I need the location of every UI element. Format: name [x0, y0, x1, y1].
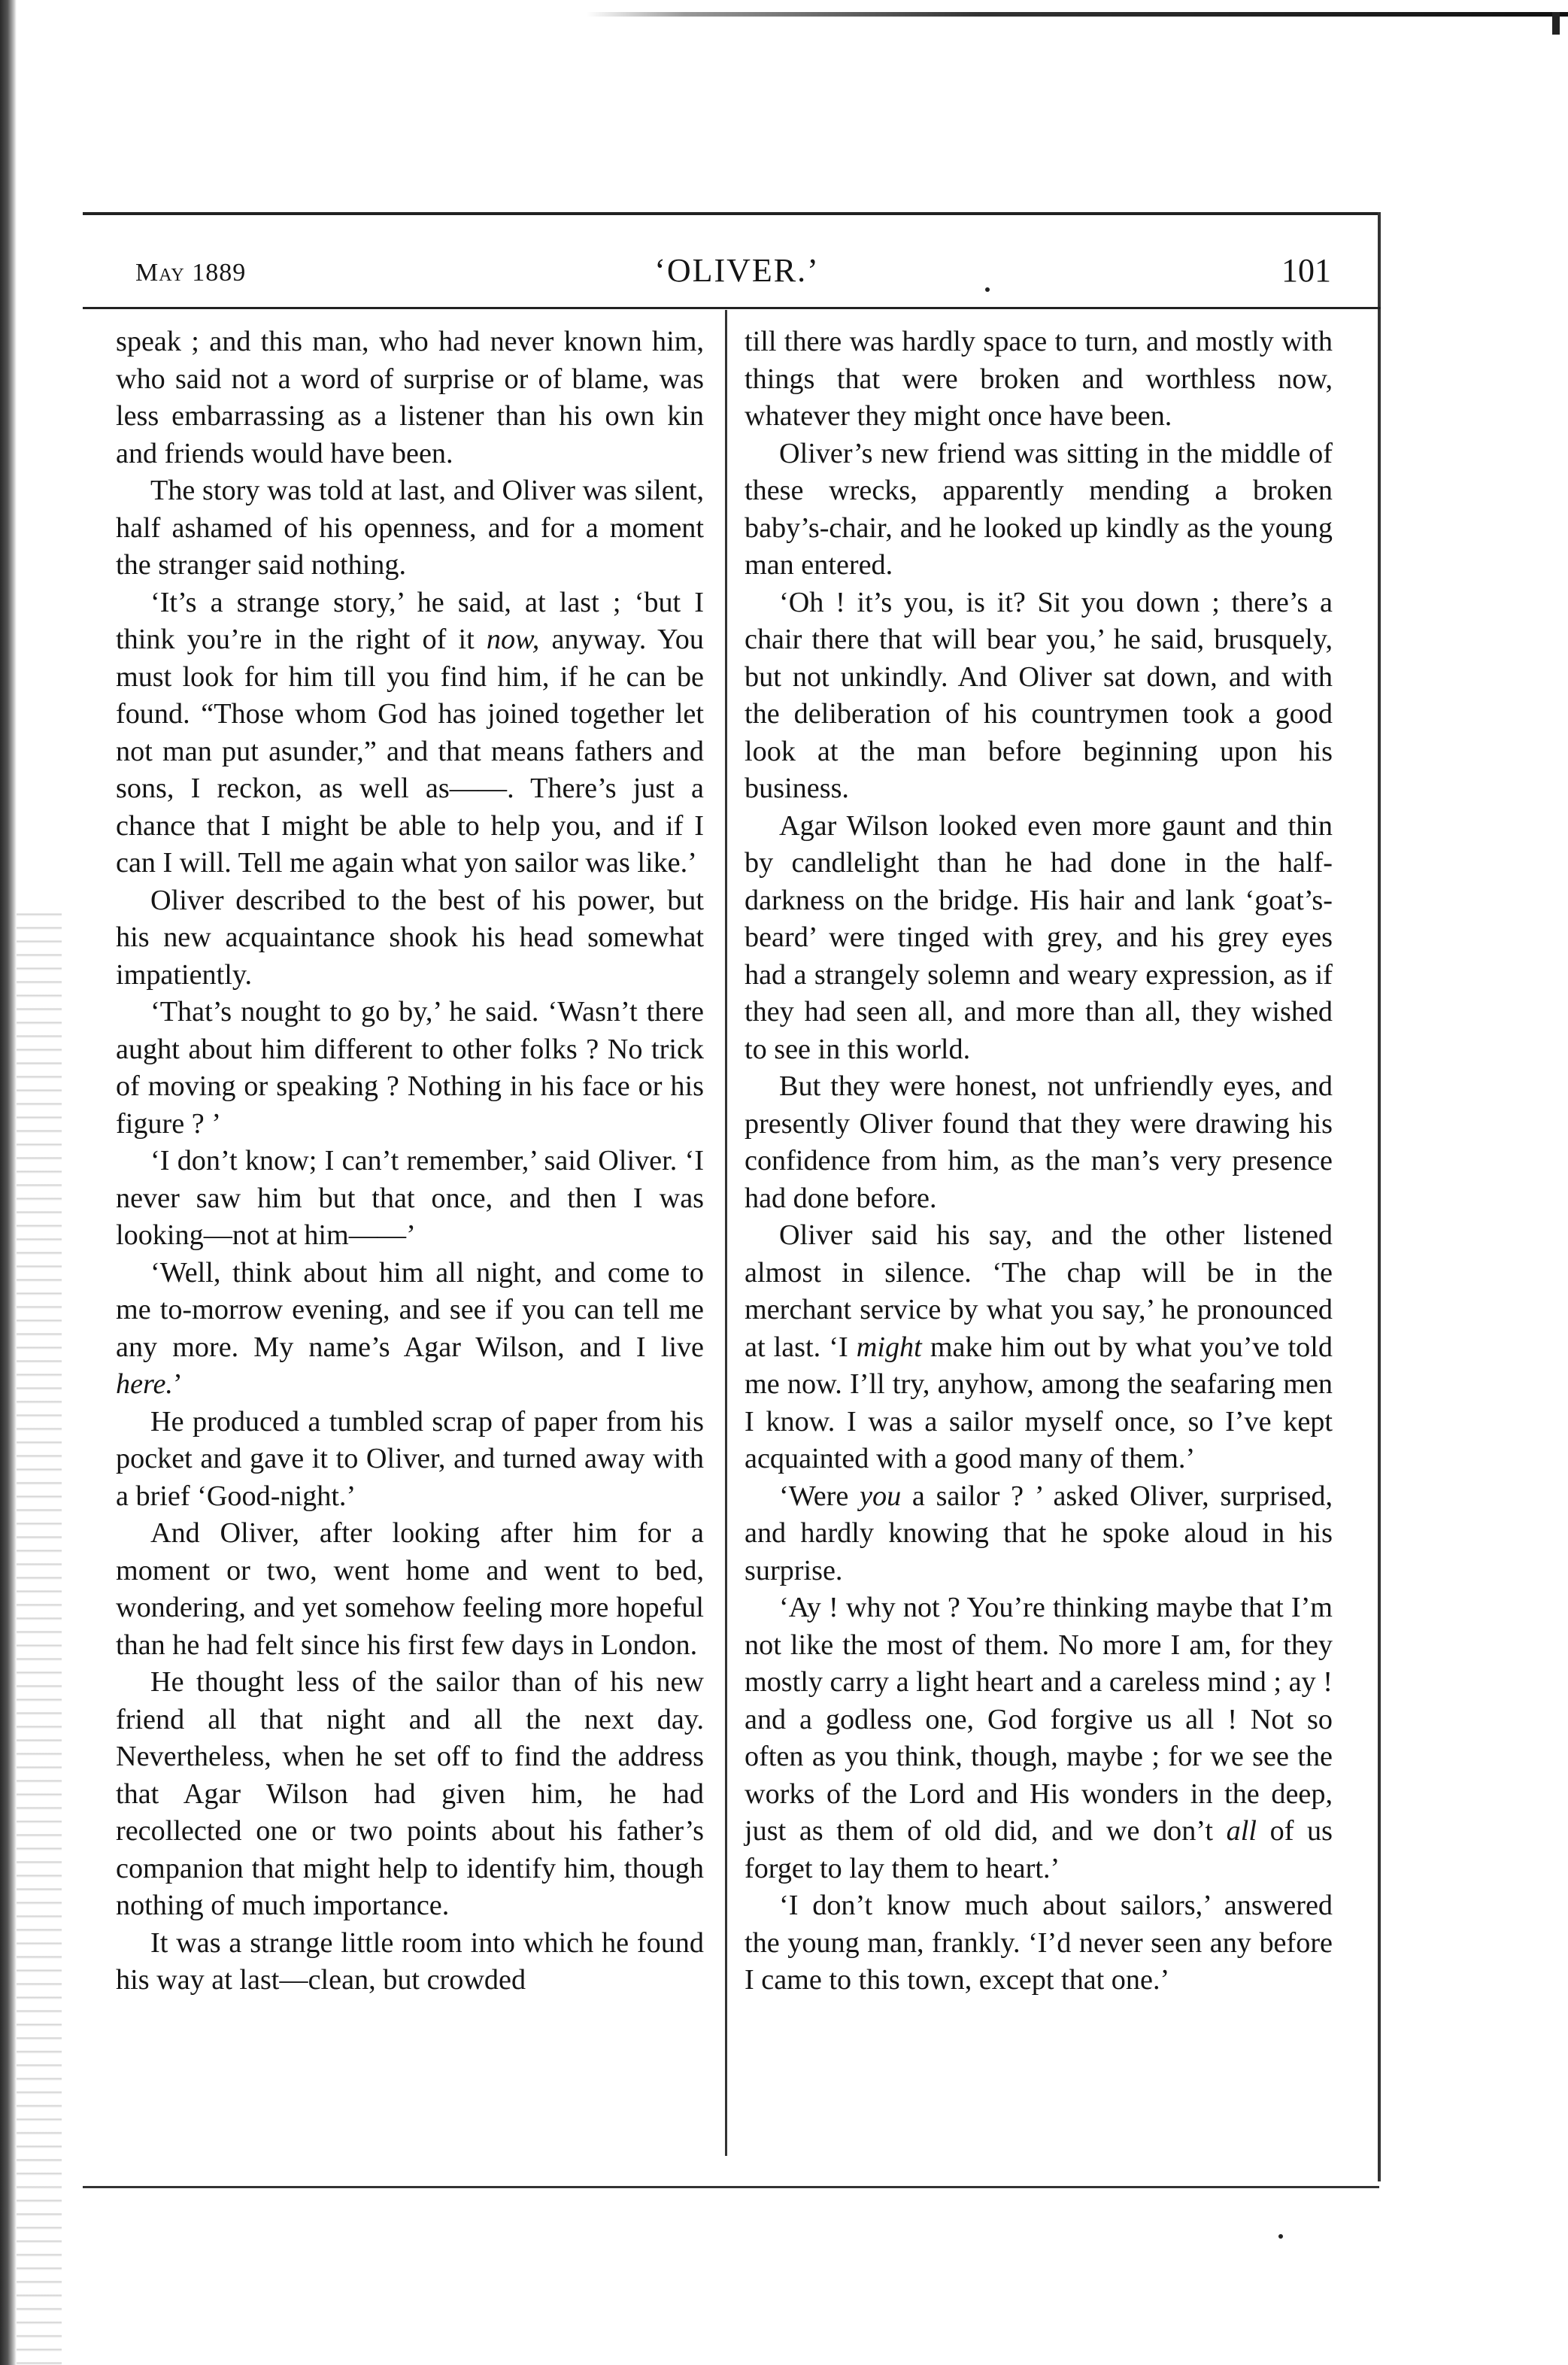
- scan-top-rule: [587, 12, 1568, 17]
- paragraph: speak ; and this man, who had never known him, who said not a word of surprise or of blame, was less embarrassing as a listener than his own kin and friends would have been.: [116, 326, 704, 469]
- paragraph: Oliver said his say, and the other listened almost in silence. ‘The chap will be in the merchant service by what you say,’ he pronounced at last. ‘I might make him out by what you’ve told me now. I’ll try, anyhow, among the seafaring men I know. I was a sailor myself once, so I’ve kept acquainted with a good many of them.’: [745, 1219, 1333, 1474]
- paragraph: ‘That’s nought to go by,’ he said. ‘Wasn’t there aught about him different to other folks ? No trick of moving or speaking ? Nothing in his face or his figure ? ’: [116, 996, 704, 1140]
- paragraph: And Oliver, after looking after him for a moment or two, went home and went to bed, wondering, and yet somehow feeling more hopeful than he had felt since his first few days in London.: [116, 1517, 704, 1661]
- scan-edge-noise: [17, 903, 62, 2365]
- paragraph: Oliver’s new friend was sitting in the middle of these wrecks, apparently mending a broken baby’s-chair, and he looked up kindly as the young man entered.: [745, 437, 1333, 581]
- page-number: 101: [1281, 252, 1331, 289]
- paragraph: ‘I don’t know much about sailors,’ answered the young man, frankly. ‘I’d never seen any before I came to this town, except that one.’: [745, 1890, 1333, 1996]
- paragraph: ‘Oh ! it’s you, is it? Sit you down ; there’s a chair there that will bear you,’ he said, brusquely, but not unkindly. And Oliver sat down, and with the deliberation of his countrymen took a good look at the man before beginning upon his business.: [745, 586, 1333, 804]
- paragraph: He produced a tumbled scrap of paper from his pocket and gave it to Oliver, and turned away with a brief ‘Good-night.’: [116, 1405, 704, 1512]
- paragraph: till there was hardly space to turn, and mostly with things that were broken and worthless now, whatever they might once have been.: [745, 326, 1333, 432]
- page-frame-right-rule: [1378, 212, 1381, 2181]
- scan-speck: [985, 287, 990, 292]
- paragraph: ‘Were you a sailor ? ’ asked Oliver, surprised, and hardly knowing that he spoke aloud in his surprise.: [745, 1480, 1333, 1586]
- header-rule: [83, 307, 1381, 309]
- paragraph: Oliver described to the best of his power, but his new acquaintance shook his head somewhat impatiently.: [116, 884, 704, 991]
- paragraph: ‘It’s a strange story,’ he said, at last ; ‘but I think you’re in the right of it now, anyway. You must look for him till you find him, if he can be found. “Those whom God has joined together let not man put asunder,” and that means fathers and sons, I reckon, as well as——. There’s just a chance that I might be able to help you, and if I can I will. Tell me again what yon sailor was like.’: [116, 586, 704, 879]
- header-date: May 1889: [135, 259, 247, 287]
- paragraph: The story was told at last, and Oliver was silent, half ashamed of his openness, and for a moment the stranger said nothing.: [116, 475, 704, 581]
- right-column: [745, 323, 1333, 1999]
- running-header: [135, 248, 1339, 293]
- scan-corner-mark: [1552, 12, 1560, 35]
- paragraph: He thought less of the sailor than of his new friend all that night and all the next day. Nevertheless, when he set off to find the address that Agar Wilson had given him, he had recollected one or two points about his father’s companion that might help to identify him, though nothing of much importance.: [116, 1666, 704, 1921]
- paragraph: Agar Wilson looked even more gaunt and thin by candlelight than he had done in the half-darkness on the bridge. His hair and lank ‘goat’s-beard’ were tinged with grey, and his grey eyes had a strangely solemn and weary expression, as if they had seen all, and more than all, they wished to see in this world.: [745, 809, 1333, 1065]
- column-divider: [725, 310, 727, 2156]
- paragraph: ‘Ay ! why not ? You’re thinking maybe that I’m not like the most of them. No more I am, for they mostly carry a light heart and a careless mind ; ay ! and a godless one, God forgive us all ! Not so often as you think, though, maybe ; for we see the works of the Lord and His wonders in the deep, just as them of old did, and we don’t all of us forget to lay them to heart.’: [745, 1592, 1333, 1884]
- paragraph: ‘Well, think about him all night, and come to me to-morrow evening, and see if you can tell me any more. My name’s Agar Wilson, and I live here.’: [116, 1256, 704, 1400]
- header-title: ‘OLIVER.’: [654, 252, 820, 289]
- scan-speck: [1278, 2234, 1283, 2239]
- left-column: [116, 323, 704, 1999]
- paragraph: ‘I don’t know; I can’t remember,’ said Oliver. ‘I never saw him but that once, and then I was looking—not at him——’: [116, 1145, 704, 1251]
- paragraph: It was a strange little room into which he found his way at last—clean, but crowded: [116, 1926, 704, 1996]
- scan-edge: [0, 0, 17, 2365]
- paragraph: But they were honest, not unfriendly eyes, and presently Oliver found that they were drawing his confidence from him, as the man’s very presence had done before.: [745, 1070, 1333, 1214]
